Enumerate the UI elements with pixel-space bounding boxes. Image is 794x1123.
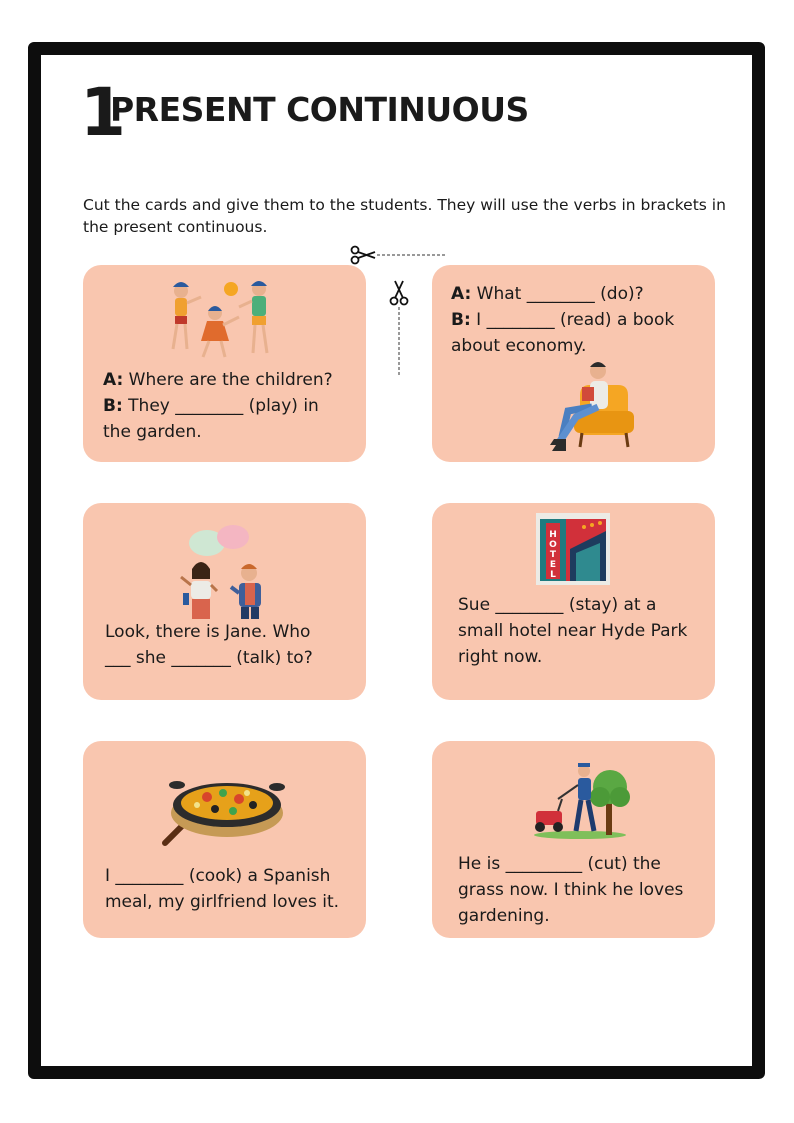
exercise-number: 1 <box>80 74 124 151</box>
sentence-line: small hotel near Hyde Park <box>458 621 688 641</box>
exercise-card <box>83 265 366 462</box>
sentence-line: He is _________ (cut) the <box>458 854 661 874</box>
sentence-line: right now. <box>458 647 543 667</box>
paella-pan-illustration <box>157 765 289 849</box>
dialogue-line: the garden. <box>103 422 202 442</box>
card-text <box>105 619 313 671</box>
card-text <box>458 851 683 929</box>
dialogue-line: B: They ________ (play) in <box>103 396 319 416</box>
card-text <box>105 863 339 915</box>
dialogue-line: B: I ________ (read) a book <box>451 310 675 330</box>
card-text <box>103 367 333 445</box>
scissors-icon <box>386 279 412 379</box>
scissors-icon <box>349 245 449 265</box>
speaker-label: B: <box>451 310 471 330</box>
hotel-sign-illustration <box>536 513 610 585</box>
sentence-line: meal, my girlfriend loves it. <box>105 892 340 912</box>
dialogue-line: A: What ________ (do)? <box>451 284 644 304</box>
children-playing-illustration <box>163 277 283 361</box>
card-text <box>451 281 674 359</box>
couple-talking-illustration <box>161 521 273 621</box>
speaker-label: A: <box>103 370 124 390</box>
sentence-line: grass now. I think he loves <box>458 880 684 900</box>
exercise-card <box>432 265 715 462</box>
page-title: PRESENT CONTINUOUS <box>110 90 529 129</box>
exercise-card <box>432 741 715 938</box>
dialogue-line: A: Where are the children? <box>103 370 333 390</box>
svg-text:L: L <box>550 570 556 580</box>
sentence-line: I ________ (cook) a Spanish <box>105 866 331 886</box>
speaker-label: A: <box>451 284 472 304</box>
sentence-line: gardening. <box>458 906 550 926</box>
man-reading-illustration <box>526 359 636 451</box>
card-text <box>458 592 687 670</box>
exercise-card <box>432 503 715 700</box>
sentence-line: ___ she _______ (talk) to? <box>105 648 313 668</box>
svg-text:O: O <box>549 540 557 550</box>
sentence-line: Look, there is Jane. Who <box>105 622 311 642</box>
speaker-label: B: <box>103 396 123 416</box>
gardener-mowing-illustration <box>528 757 632 839</box>
exercise-card <box>83 503 366 700</box>
svg-text:E: E <box>549 560 557 570</box>
exercise-card <box>83 741 366 938</box>
sentence-line: Sue ________ (stay) at a <box>458 595 657 615</box>
svg-text:H: H <box>549 530 557 540</box>
dialogue-line: about economy. <box>451 336 587 356</box>
svg-text:T: T <box>549 550 557 560</box>
instructions-text: Cut the cards and give them to the students. They will use the verbs in brackets in the present continuous. <box>83 196 726 236</box>
